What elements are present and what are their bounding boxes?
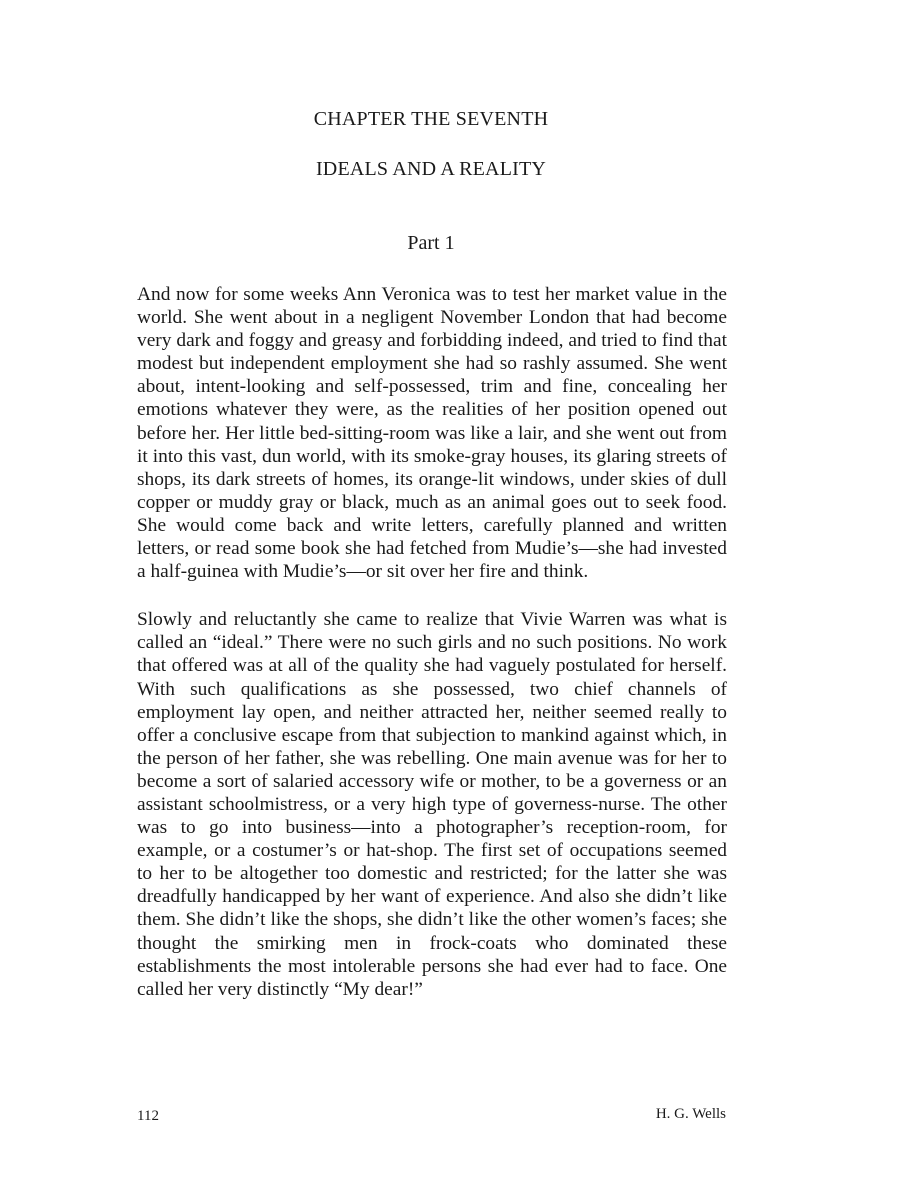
paragraph-2: Slowly and reluctantly she came to realize that Vivie Warren was what is called an “ideal.” There were no such girls and no such positions. No work that offered was at all of the quality she had vaguely postulated for herself. With such qualifications as she possessed, two chief channels of employment lay open, and neither attracted her, neither seemed really to offer a conclusive escape from that subjection to mankind against which, in the person of her father, she was rebelling. One main avenue was for her to become a sort of salaried accessory wife or mother, to be a governess or an assistant schoolmistress, or a very high type of governess-nurse. The other was to go into business—into a photographer’s reception-room, for example, or a costumer’s or hat-shop. The first set of occupations seemed to her to be altogether too domestic and restricted; for the latter she was dreadfully handicapped by her want of experience. And also she didn’t like them. She didn’t like the shops, she didn’t like the other women’s faces; she thought the smirking men in frock-coats who dominated these establishments the most intolerable persons she had ever had to face. One called her very distinctly “My dear!” xyxy=(137,609,727,1000)
chapter-body xyxy=(137,283,727,1026)
chapter-subtitle: IDEALS AND A REALITY xyxy=(315,158,547,180)
chapter-title: CHAPTER THE SEVENTH xyxy=(313,108,549,130)
running-footer-author: H. G. Wells xyxy=(655,1106,726,1122)
part-heading: Part 1 xyxy=(407,232,455,254)
page-number: 112 xyxy=(137,1108,159,1124)
paragraph-1: And now for some weeks Ann Veronica was to test her market value in the world. She went about in a negligent November London that had become very dark and foggy and greasy and forbidding indeed, and tried to find that modest but independent employment she had so rashly assumed. She went about, intent-looking and self-possessed, trim and fine, concealing her emotions whatever they were, as the realities of her position opened out before her. Her little bed-sitting-room was like a lair, and she went out from it into this vast, dun world, with its smoke-gray houses, its glaring streets of shops, its dark streets of homes, its orange-lit windows, under skies of dull copper or muddy gray or black, much as an animal goes out to seek food. She would come back and write letters, carefully planned and written letters, or read some book she had fetched from Mudie’s—she had invested a half-guinea with Mudie’s—or sit over her fire and think. xyxy=(137,284,727,583)
